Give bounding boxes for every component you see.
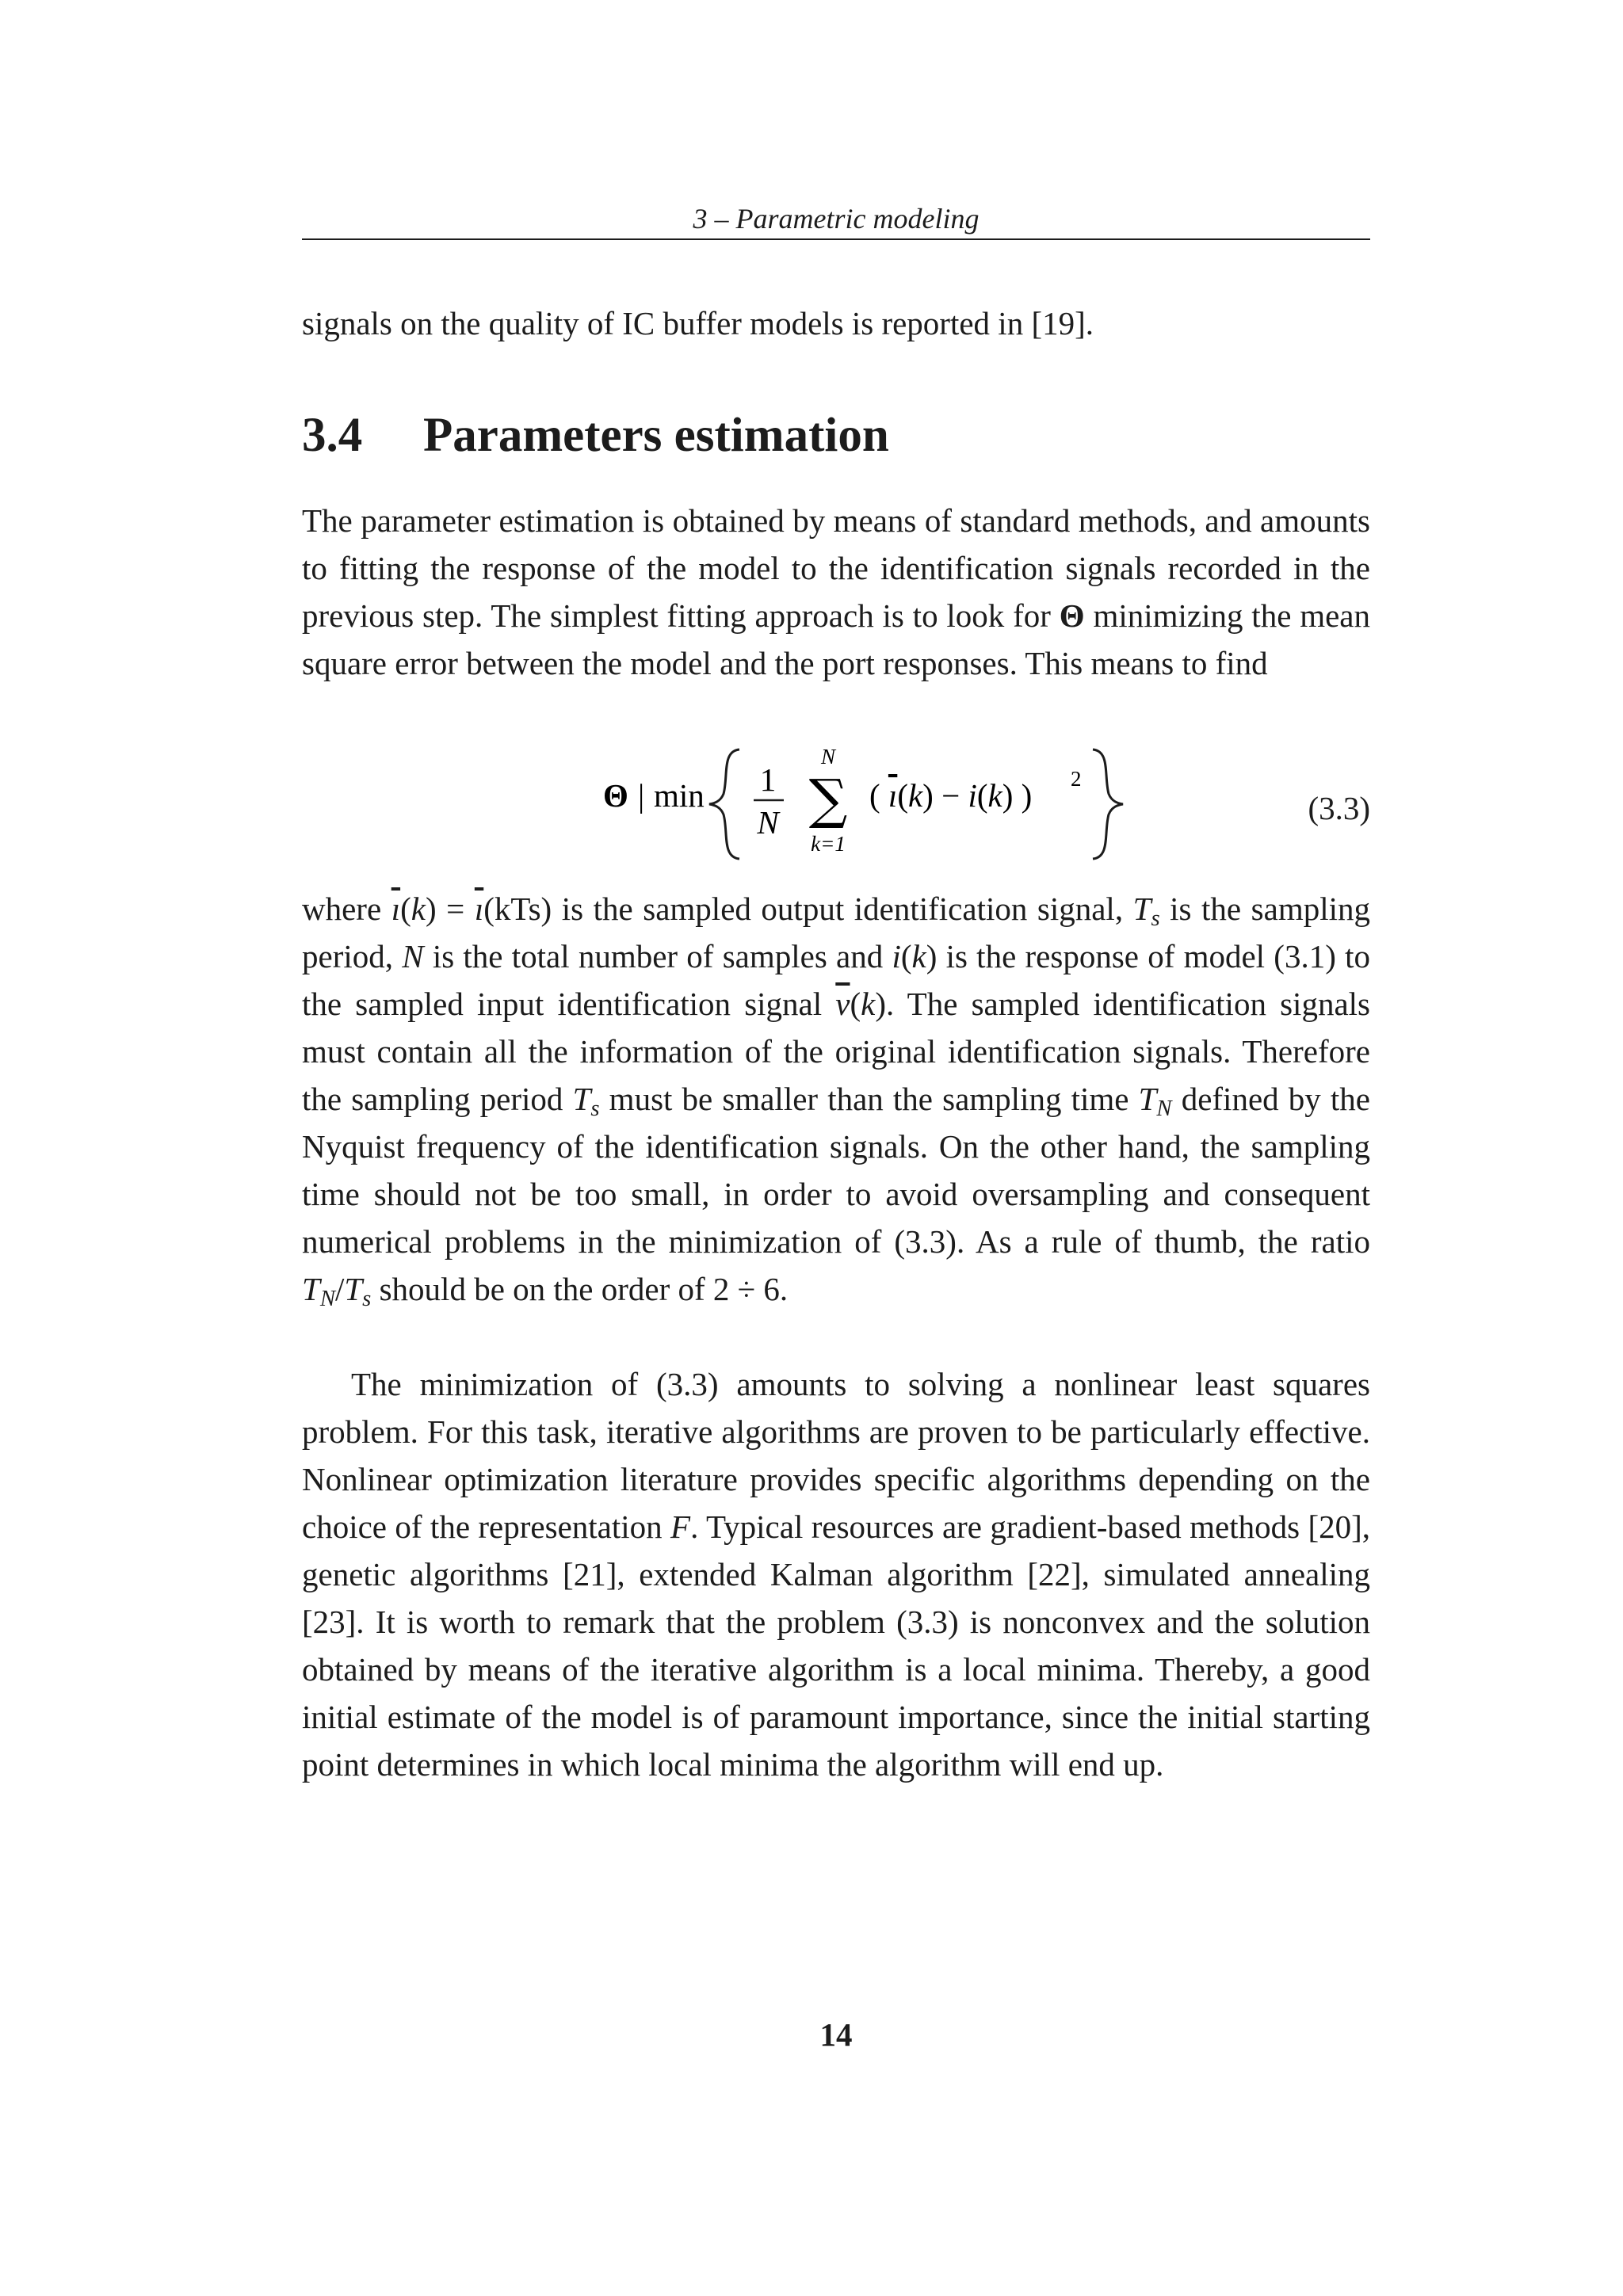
paragraph-definitions (302, 885, 1370, 1313)
equation-3-3 (302, 745, 1370, 864)
paragraph-intro-text: The parameter estimation is obtained by means of standard methods, and amounts to fitting the response of the model to the identification signals recorded in the previous step. The simplest fitting approach is to look for Θ minimizing the mean square error between the model and the port responses. This means to find (302, 502, 1370, 681)
equation-number: (3.3) (1308, 790, 1370, 826)
eq-left-brace (709, 749, 739, 859)
paragraph-minimization (302, 1360, 1370, 1788)
continued-paragraph-text: signals on the quality of IC buffer models is reported in [19]. (302, 305, 1094, 341)
eq-frac-denominator: N (757, 804, 779, 841)
eq-summand: ( ı(k) − i(k) ) (869, 777, 1033, 814)
section-number: 3.4 (302, 409, 363, 462)
eq-sum-lower: k=1 (811, 832, 846, 856)
page-number: 14 (819, 2016, 853, 2053)
eq-sum-symbol: ∑ (808, 769, 848, 831)
eq-right-brace (1093, 749, 1123, 859)
eq-theta: Θ (603, 777, 628, 814)
paragraph-definitions-text: where $\overline{ı}(k) = \overline{ı}(kTs)$ is the sampled output identification signal, $T_s$ is the sampling period, N is the total number of samples and i(k) is the response of model (3.1) to the sampled input identification signal $\overline{v}(k)$. The sampled identification signals must contain all the information of the original identification signals. Therefore the sampling period $T_s$ must be smaller than the sampling time $T_N$ defined by the Nyquist frequency of the identification signals. On the other hand, the sampling time should not be too small, in order to avoid oversampling and consequent numerical problems in the minimization of (3.3). As a rule of thumb, the ratio $T_N/T_s$ should be on the order of 2 ÷ 6. (302, 891, 1370, 1312)
header-rule (302, 238, 1370, 240)
eq-sum-upper: N (820, 745, 836, 769)
continued-paragraph (302, 299, 1370, 347)
eq-min: min (654, 777, 705, 814)
equation-body (603, 745, 1364, 864)
eq-given-bar: | (638, 777, 645, 814)
eq-exponent: 2 (1071, 767, 1082, 791)
eq-frac-numerator: 1 (759, 761, 777, 798)
section-title: Parameters estimation (423, 409, 889, 462)
equation-svg (603, 745, 1364, 864)
section-heading (302, 406, 1370, 466)
paragraph-minimization-text: The minimization of (3.3) amounts to solving a nonlinear least squares problem. For this task, iterative algorithms are proven to be particularly effective. Nonlinear optimization literature provides specific algorithms depending on the choice of the representation F. Typical resources are gradient-based methods [20], genetic algorithms [21], extended Kalman algorithm [22], simulated annealing [23]. It is worth to remark that the problem (3.3) is nonconvex and the solution obtained by means of the iterative algorithm is a local minima. Thereby, a good initial estimate of the model is of paramount importance, since the initial starting point determines in which local minima the algorithm will end up. (302, 1366, 1370, 1783)
running-header: 3 – Parametric modeling (693, 203, 980, 235)
paragraph-intro (302, 497, 1370, 687)
